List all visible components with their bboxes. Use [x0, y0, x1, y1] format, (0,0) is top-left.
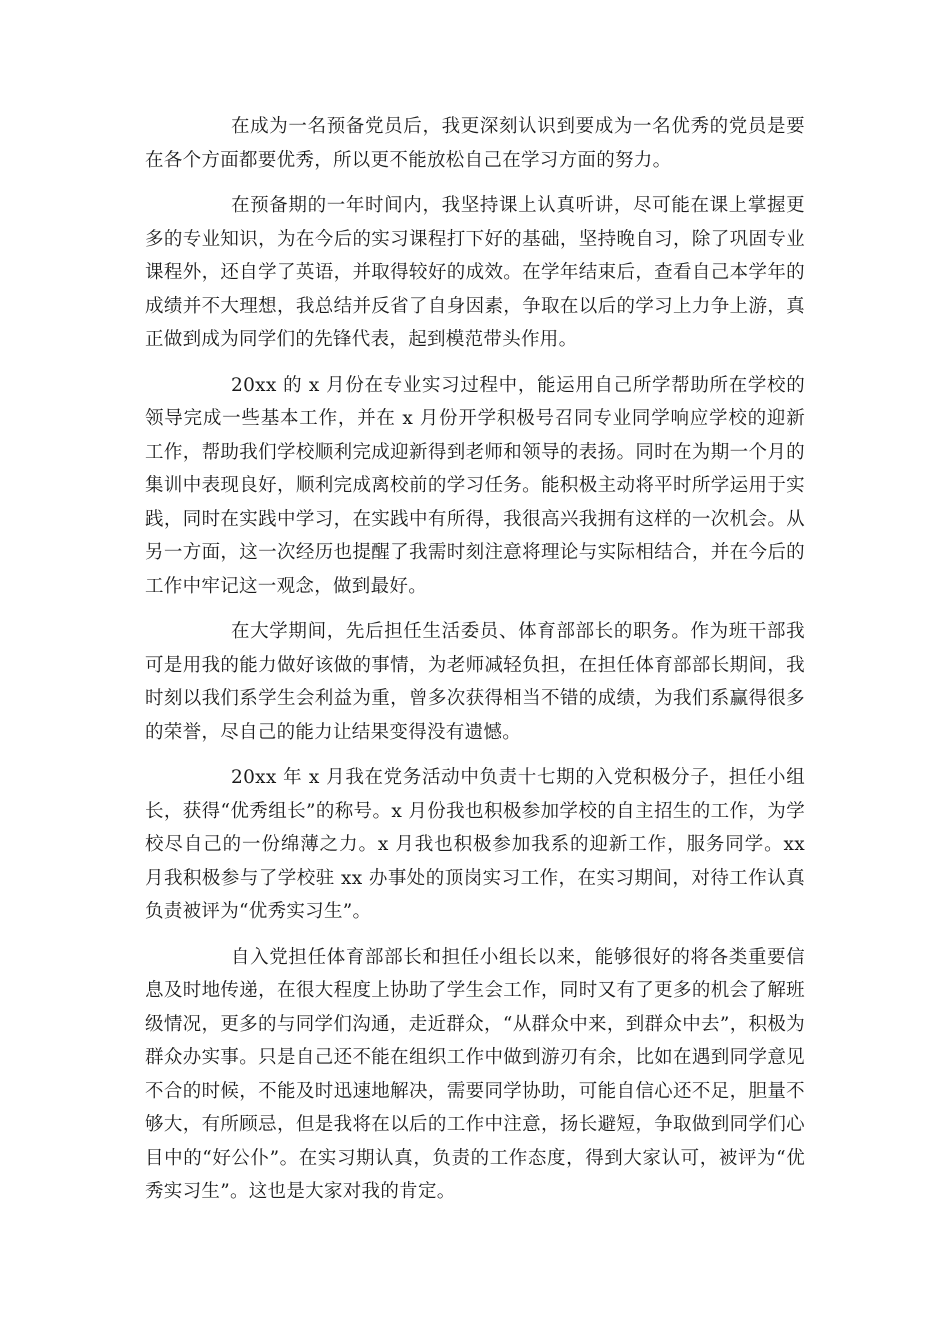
paragraph-6: 自入党担任体育部部长和担任小组长以来，能够很好的将各类重要信息及时地传递，在很大程度上协助了学生会工作，同时又有了更多的机会了解班级情况，更多的与同学们沟通，走近群众，“从群众中来，到群众中去”，积极为群众办实事。只是自己还不能在组织工作中做到游刃有余，比如在遇到同学意见不合的时候，不能及时迅速地解决，需要同学协助，可能自信心还不足，胆量不够大，有所顾忌，但是我将在以后的工作中注意，扬长避短，争取做到同学们心目中的“好公仆”。在实习期认真，负责的工作态度，得到大家认可，被评为“优秀实习生”。这也是大家对我的肯定。	[145, 946, 805, 1202]
paragraph-3: 20xx 的 x 月份在专业实习过程中，能运用自己所学帮助所在学校的领导完成一些基本工作，并在 x 月份开学积极号召同专业同学响应学校的迎新工作，帮助我们学校顺利完成迎新得到老师和领导的表扬。同时在为期一个月的集训中表现良好，顺利完成离校前的学习任务。能积极主动将平时所学运用于实践，同时在实践中学习，在实践中有所得，我很高兴我拥有这样的一次机会。从另一方面，这一次经历也提醒了我需时刻注意将理论与实际相结合，并在今后的工作中牢记这一观念，做到最好。	[145, 374, 805, 597]
paragraph-5: 20xx 年 x 月我在党务活动中负责十七期的入党积极分子，担任小组长，获得“优秀组长”的称号。x 月份我也积极参加学校的自主招生的工作，为学校尽自己的一份绵薄之力。x 月我也积极参加我系的迎新工作，服务同学。xx 月我积极参与了学校驻 xx 办事处的顶岗实习工作，在实习期间，对待工作认真负责被评为“优秀实习生”。	[145, 767, 805, 922]
document-body	[145, 110, 805, 1221]
paragraph-4: 在大学期间，先后担任生活委员、体育部部长的职务。作为班干部我可是用我的能力做好该做的事情，为老师减轻负担，在担任体育部部长期间，我时刻以我们系学生会利益为重，曾多次获得相当不错的成绩，为我们系赢得很多的荣誉，尽自己的能力让结果变得没有遗憾。	[145, 621, 805, 743]
paragraph-1: 在成为一名预备党员后，我更深刻认识到要成为一名优秀的党员是要在各个方面都要优秀，所以更不能放松自己在学习方面的努力。	[145, 116, 805, 171]
paragraph-2: 在预备期的一年时间内，我坚持课上认真听讲，尽可能在课上掌握更多的专业知识，为在今后的实习课程打下好的基础，坚持晚自习，除了巩固专业课程外，还自学了英语，并取得较好的成效。在学年结束后，查看自己本学年的成绩并不大理想，我总结并反省了自身因素，争取在以后的学习上力争上游，真正做到成为同学们的先锋代表，起到模范带头作用。	[145, 195, 805, 350]
